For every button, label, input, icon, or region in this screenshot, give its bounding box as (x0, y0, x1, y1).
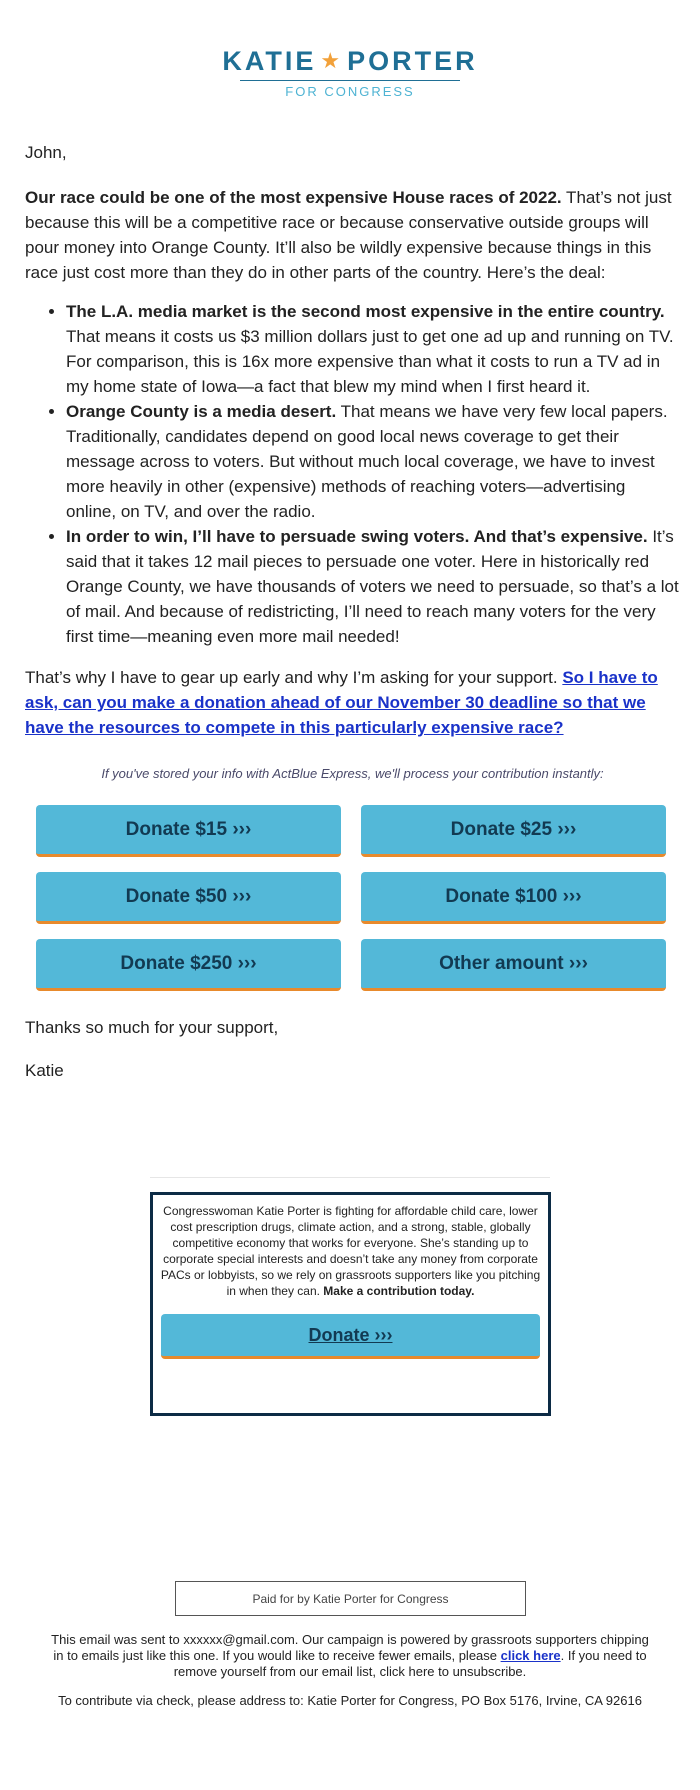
footer-unsubscribe-text: . If you need to remove yourself from our email list, click here to unsubscribe. (173, 1648, 647, 1679)
footer-check-address: To contribute via check, please address to: Katie Porter for Congress, PO Box 5176, Irvine, CA 92616 (58, 1693, 642, 1708)
logo-divider (240, 80, 460, 81)
section-divider (150, 1177, 550, 1178)
promo-box (150, 1192, 551, 1416)
list-item (66, 399, 680, 524)
donation-ask-link[interactable]: So I have to ask, can you make a donation ahead of our November 30 deadline so that we have the resources to compete in this particularly expensive race? (25, 668, 658, 737)
paid-for-disclaimer: Paid for by Katie Porter for Congress (175, 1581, 526, 1616)
list-item-bold: In order to win, I’ll have to persuade swing voters. And that’s expensive. (66, 527, 648, 546)
promo-donate-button[interactable]: Donate ››› (161, 1314, 540, 1359)
ask-paragraph (25, 665, 680, 740)
closing-line: Thanks so much for your support, (25, 1018, 279, 1037)
promo-text (158, 1203, 543, 1299)
donate-100-button[interactable]: Donate $100 ››› (361, 872, 666, 924)
logo-name-left: KATIE (222, 46, 317, 76)
intro-bold: Our race could be one of the most expensive House races of 2022. (25, 188, 562, 207)
donate-button-grid (36, 805, 680, 991)
logo-name-right: PORTER (347, 46, 478, 76)
email-body (25, 140, 680, 1083)
list-item-bold: The L.A. media market is the second most expensive in the entire country. (66, 302, 665, 321)
fewer-emails-link[interactable]: click here (500, 1648, 561, 1663)
donate-250-button[interactable]: Donate $250 ››› (36, 939, 341, 991)
reasons-list (66, 299, 680, 649)
donate-25-button[interactable]: Donate $25 ››› (361, 805, 666, 857)
intro-text: That’s not just because this will be a competitive race or because conservative outside groups will pour money into Orange County. It’ll also be wildly expensive because things in this race just cost more than they do in other parts of the country. Here’s the deal: (25, 188, 672, 282)
footer-sent-notice (50, 1632, 650, 1680)
list-item-text: That means it costs us $3 million dollars just to get one ad up and running on TV. For comparison, this is 16x more expensive than what it costs to run a TV ad in my home state of Iowa—a fact that blew my mind when I first heard it. (66, 327, 674, 396)
list-item-text: That means we have very few local papers. Traditionally, candidates depend on good local news coverage to get their message across to voters. But without much local coverage, we have to invest more heavily in other (expensive) methods of reaching voters—advertising online, on TV, and over the radio. (66, 402, 668, 521)
ask-text: That’s why I have to gear up early and why I’m asking for your support. (25, 668, 563, 687)
footer-sent-text: This email was sent to xxxxxx@gmail.com. Our campaign is powered by grassroots supporters chipping in to emails just like this one. If you would like to receive fewer emails, please (51, 1632, 649, 1663)
list-item-bold: Orange County is a media desert. (66, 402, 337, 421)
promo-cta-text: Make a contribution today. (319, 1284, 475, 1298)
intro-paragraph (25, 185, 680, 285)
list-item (66, 299, 680, 399)
signature: Katie (25, 1061, 64, 1080)
list-item-text: It’s said that it takes 12 mail pieces to persuade one voter. Here in historically red Orange County, we have thousands of voters we need to persuade, so that’s a lot of mail. And because of redistricting, I’ll need to reach many voters for the very first time—meaning even more mail needed! (66, 527, 679, 646)
logo-subtitle: FOR CONGRESS (285, 84, 415, 99)
greeting: John, (25, 143, 67, 162)
promo-body: Congresswoman Katie Porter is fighting for affordable child care, lower cost prescription drugs, climate action, and a strong, stable, globally competitive economy that works for everyone. She’s standing up to corporate special interests and doesn’t take any money from corporate PACs or lobbyists, so we rely on grassroots supporters like you pitching in when they can. (160, 1204, 541, 1298)
donate-50-button[interactable]: Donate $50 ››› (36, 872, 341, 924)
star-icon: ★ (320, 48, 344, 73)
campaign-logo (0, 46, 700, 100)
logo-wordmark (0, 46, 700, 76)
donate-15-button[interactable]: Donate $15 ››› (36, 805, 341, 857)
actblue-note: If you've stored your info with ActBlue Express, we'll process your contribution instantly: (101, 766, 604, 781)
list-item (66, 524, 680, 649)
email-footer (50, 1632, 650, 1722)
donate-other-amount-button[interactable]: Other amount ››› (361, 939, 666, 991)
